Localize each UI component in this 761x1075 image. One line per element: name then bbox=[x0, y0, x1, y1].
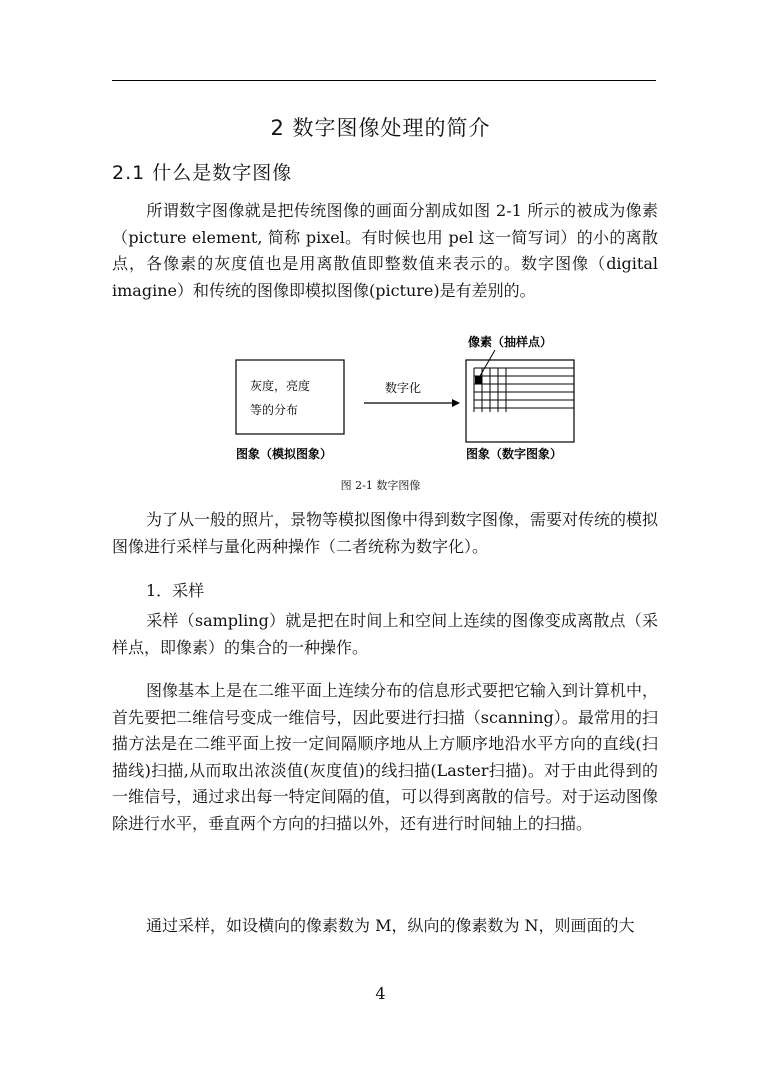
analog-caption: 图象（模拟图象） bbox=[236, 447, 333, 461]
paragraph-3 bbox=[112, 608, 658, 661]
section-title: 2.1 什么是数字图像 bbox=[112, 162, 293, 184]
analog-image-box bbox=[236, 360, 344, 434]
pixel-grid bbox=[474, 368, 574, 412]
header-rule bbox=[112, 80, 656, 81]
figure-2-1 bbox=[230, 330, 590, 470]
paragraph-5-text: 通过采样，如设横向的像素数为 M，纵向的像素数为 N，则画面的大 bbox=[146, 916, 635, 935]
paragraph-2 bbox=[112, 507, 658, 560]
paragraph-5 bbox=[112, 913, 658, 940]
chapter-title: 2 数字图像处理的简介 bbox=[270, 116, 491, 140]
digital-caption: 图象（数字图象） bbox=[466, 447, 563, 461]
paragraph-1-text: 所谓数字图像就是把传统图像的画面分割成如图 2-1 所示的被成为像素（picture element, 简称 pixel。有时候也用 pel 这一简写词）的小的离散点，各像素的灰度值也是用离散值即整数值来表示的。数字图像（digital imagine）和传统的图像即模拟图像(picture)是有差别的。 bbox=[112, 201, 658, 300]
digitization-diagram bbox=[230, 330, 590, 470]
figure-caption: 图 2-1 数字图像 bbox=[340, 479, 421, 492]
paragraph-4-text: 图像基本上是在二维平面上连续分布的信息形式要把它输入到计算机中，首先要把二维信号变成一维信号，因此要进行扫描（scanning）。最常用的扫描方法是在二维平面上按一定间隔顺序地从上方顺序地沿水平方向的直线(扫描线)扫描,从而取出浓淡值(灰度值)的线扫描(Laster扫描)。对于由此得到的一维信号，通过求出每一特定间隔的值，可以得到离散的信号。对于运动图像除进行水平，垂直两个方向的扫描以外，还有进行时间轴上的扫描。 bbox=[112, 681, 659, 833]
arrow-head-icon bbox=[452, 399, 460, 407]
page-number: 4 bbox=[375, 984, 386, 1003]
arrow-label: 数字化 bbox=[385, 381, 422, 395]
pixel-label: 像素（抽样点） bbox=[468, 335, 553, 349]
subheading-sampling: 1．采样 bbox=[146, 581, 205, 600]
paragraph-4 bbox=[112, 678, 658, 837]
analog-box-line1: 灰度，亮度 bbox=[250, 379, 311, 393]
analog-box-line2: 等的分布 bbox=[250, 403, 299, 417]
paragraph-1 bbox=[112, 198, 658, 304]
sample-point bbox=[475, 376, 482, 384]
paragraph-2-text: 为了从一般的照片，景物等模拟图像中得到数字图像，需要对传统的模拟图像进行采样与量化两种操作（二者统称为数字化）。 bbox=[112, 510, 659, 556]
paragraph-3-text: 采样（sampling）就是把在时间上和空间上连续的图像变成离散点（采样点，即像素）的集合的一种操作。 bbox=[112, 611, 658, 657]
